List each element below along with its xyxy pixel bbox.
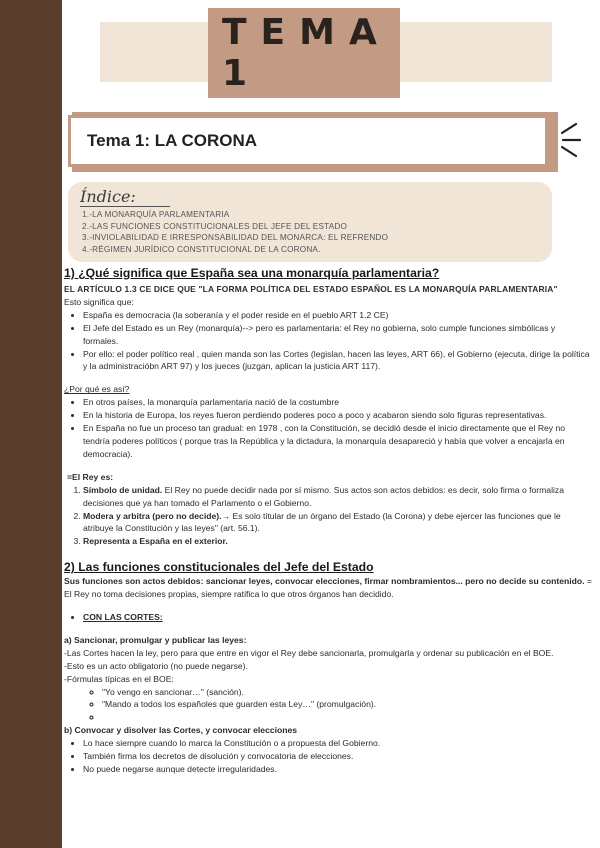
list-item: • En la historia de Europa, los reyes fueron perdiendo poderes poco a poco y acabaron siendo solo figuras representativas. xyxy=(83,409,592,422)
list-item: • España es democracia (la soberanía y el poder reside en el pueblo ART 1.2 CE) xyxy=(83,309,592,322)
subtitle: Tema 1: LA CORONA xyxy=(87,131,258,150)
subsection-b-heading: b) Convocar y disolver las Cortes, y convocar elecciones xyxy=(64,725,298,736)
index-title: Índice: xyxy=(80,188,170,207)
list-item xyxy=(83,535,592,548)
index-item: 2.-LAS FUNCIONES CONSTITUCIONALES DEL JEFE DEL ESTADO xyxy=(82,221,348,231)
list-item xyxy=(83,611,592,624)
index-item: 3.-INVIOLABILIDAD E IRRESPONSABILIDAD DEL MONARCA: EL REFRENDO xyxy=(82,233,389,243)
paragraph-line: -Esto es un acto obligatorio (no puede negarse). xyxy=(64,660,248,671)
why-list xyxy=(64,396,592,461)
article-quote: EL ARTÍCULO 1.3 CE DICE QUE "LA FORMA POLÍTICA DEL ESTADO ESPAÑOL ES LA MONARQUÍA PARLAMENTARIA" xyxy=(64,284,558,294)
main-content xyxy=(64,264,592,776)
king-list xyxy=(64,484,592,549)
list-item xyxy=(102,711,592,724)
section-1-heading: 1) ¿Qué significa que España sea una monarquía parlamentaria? xyxy=(64,266,440,280)
paragraph-line: -Las Cortes hacen la ley, pero para que entre en vigor el Rey debe sancionarla, promulgarla y ordenar su publicación en el BOE. xyxy=(64,647,554,658)
why-heading: ¿Por qué es así? xyxy=(64,384,130,395)
lead-rest: = El Rey no toma decisiones propias, siempre ratifica lo que otros órganos han decidido. xyxy=(64,576,592,600)
section-2-lead xyxy=(64,575,592,601)
paragraph-line: -Fórmulas típicas en el BOE: xyxy=(64,673,174,684)
list-item: ◦ "Yo vengo en sancionar…" (sanción). xyxy=(102,686,592,699)
cortes-list xyxy=(64,611,592,624)
list-item: • El Jefe del Estado es un Rey (monarquía)--> pero es parlamentaria: el Rey no gobierna, solo cumple funciones simbólicas y formales. xyxy=(83,322,592,348)
subtitle-box xyxy=(68,115,548,167)
list-item: • También firma los decretos de disolución y convocatoria de elecciones. xyxy=(83,750,592,763)
list-item xyxy=(83,510,592,536)
list-item: • Lo hace siempre cuando lo marca la Constitución o a propuesta del Gobierno. xyxy=(83,737,592,750)
list-item: ◦ "Mando a todos los españoles que guarden esta Ley…" (promulgación). xyxy=(102,698,592,711)
list-item: • En España no fue un proceso tan gradual: en 1978 , con la Constitución, se decidió desde el inicio directamente que el Rey no tendría poderes políticos ( porque tras la República y la dictadura, la monarquía desapareció y había que volver a encajarla en democracia). xyxy=(83,422,592,461)
title-banner xyxy=(208,8,400,98)
king-heading: =El Rey es: xyxy=(67,471,114,482)
sidebar-band xyxy=(0,0,62,848)
index-item: 4.-RÉGIMEN JURÍDICO CONSTITUCIONAL DE LA CORONA. xyxy=(82,244,321,254)
item-bold: Representa a España en el exterior. xyxy=(83,536,228,547)
subsection-a-heading: a) Sancionar, promulgar y publicar las leyes: xyxy=(64,634,247,645)
lead-bold: Sus funciones son actos debidos: sancionar leyes, convocar elecciones, firmar nombramientos... pero no decide su contenido. xyxy=(64,576,585,587)
section-2-heading: 2) Las funciones constitucionales del Jefe del Estado xyxy=(64,560,374,575)
index-item: 1.-LA MONARQUÍA PARLAMENTARIA xyxy=(82,210,230,219)
item-text: El Rey no puede decidir nada por sí mismo. Sus actos son actos debidos: es decir, solo firma o formaliza decisiones que ya han tomado el Parlamento o el Gobierno. xyxy=(83,484,564,508)
index-list xyxy=(82,209,388,255)
decorative-strokes-icon xyxy=(560,120,586,160)
list-item: • Por ello: el poder político real , quien manda son las Cortes (legislan, hacen las leyes, ART 66), el Gobierno (ejecuta, dirige la política y la administracióbn ART 97) y los jueces (juzgan, aplican la justicia ART 117). xyxy=(83,348,592,374)
formula-list xyxy=(64,686,592,725)
item-bold: Modera y arbitra (pero no decide). xyxy=(83,510,222,521)
list-item: • En otros países, la monarquía parlamentaria nació de la costumbre xyxy=(83,396,592,409)
list-item: • No puede negarse aunque detecte irregularidades. xyxy=(83,763,592,776)
intro-text: Esto significa que: xyxy=(64,296,134,307)
list-item xyxy=(83,484,592,510)
page-title: TEMA 1 xyxy=(222,12,391,94)
index-box xyxy=(68,182,552,262)
cortes-label: CON LAS CORTES: xyxy=(83,612,163,623)
item-bold: Símbolo de unidad. xyxy=(83,484,163,495)
item-text: → Es solo titular de un órgano del Estado (la Corona) y debe ejercer las funciones que le atribuye la Constitución y las leyes" (art. 56.1). xyxy=(83,510,561,534)
meaning-list xyxy=(64,309,592,374)
cortes-b-list xyxy=(64,737,592,776)
